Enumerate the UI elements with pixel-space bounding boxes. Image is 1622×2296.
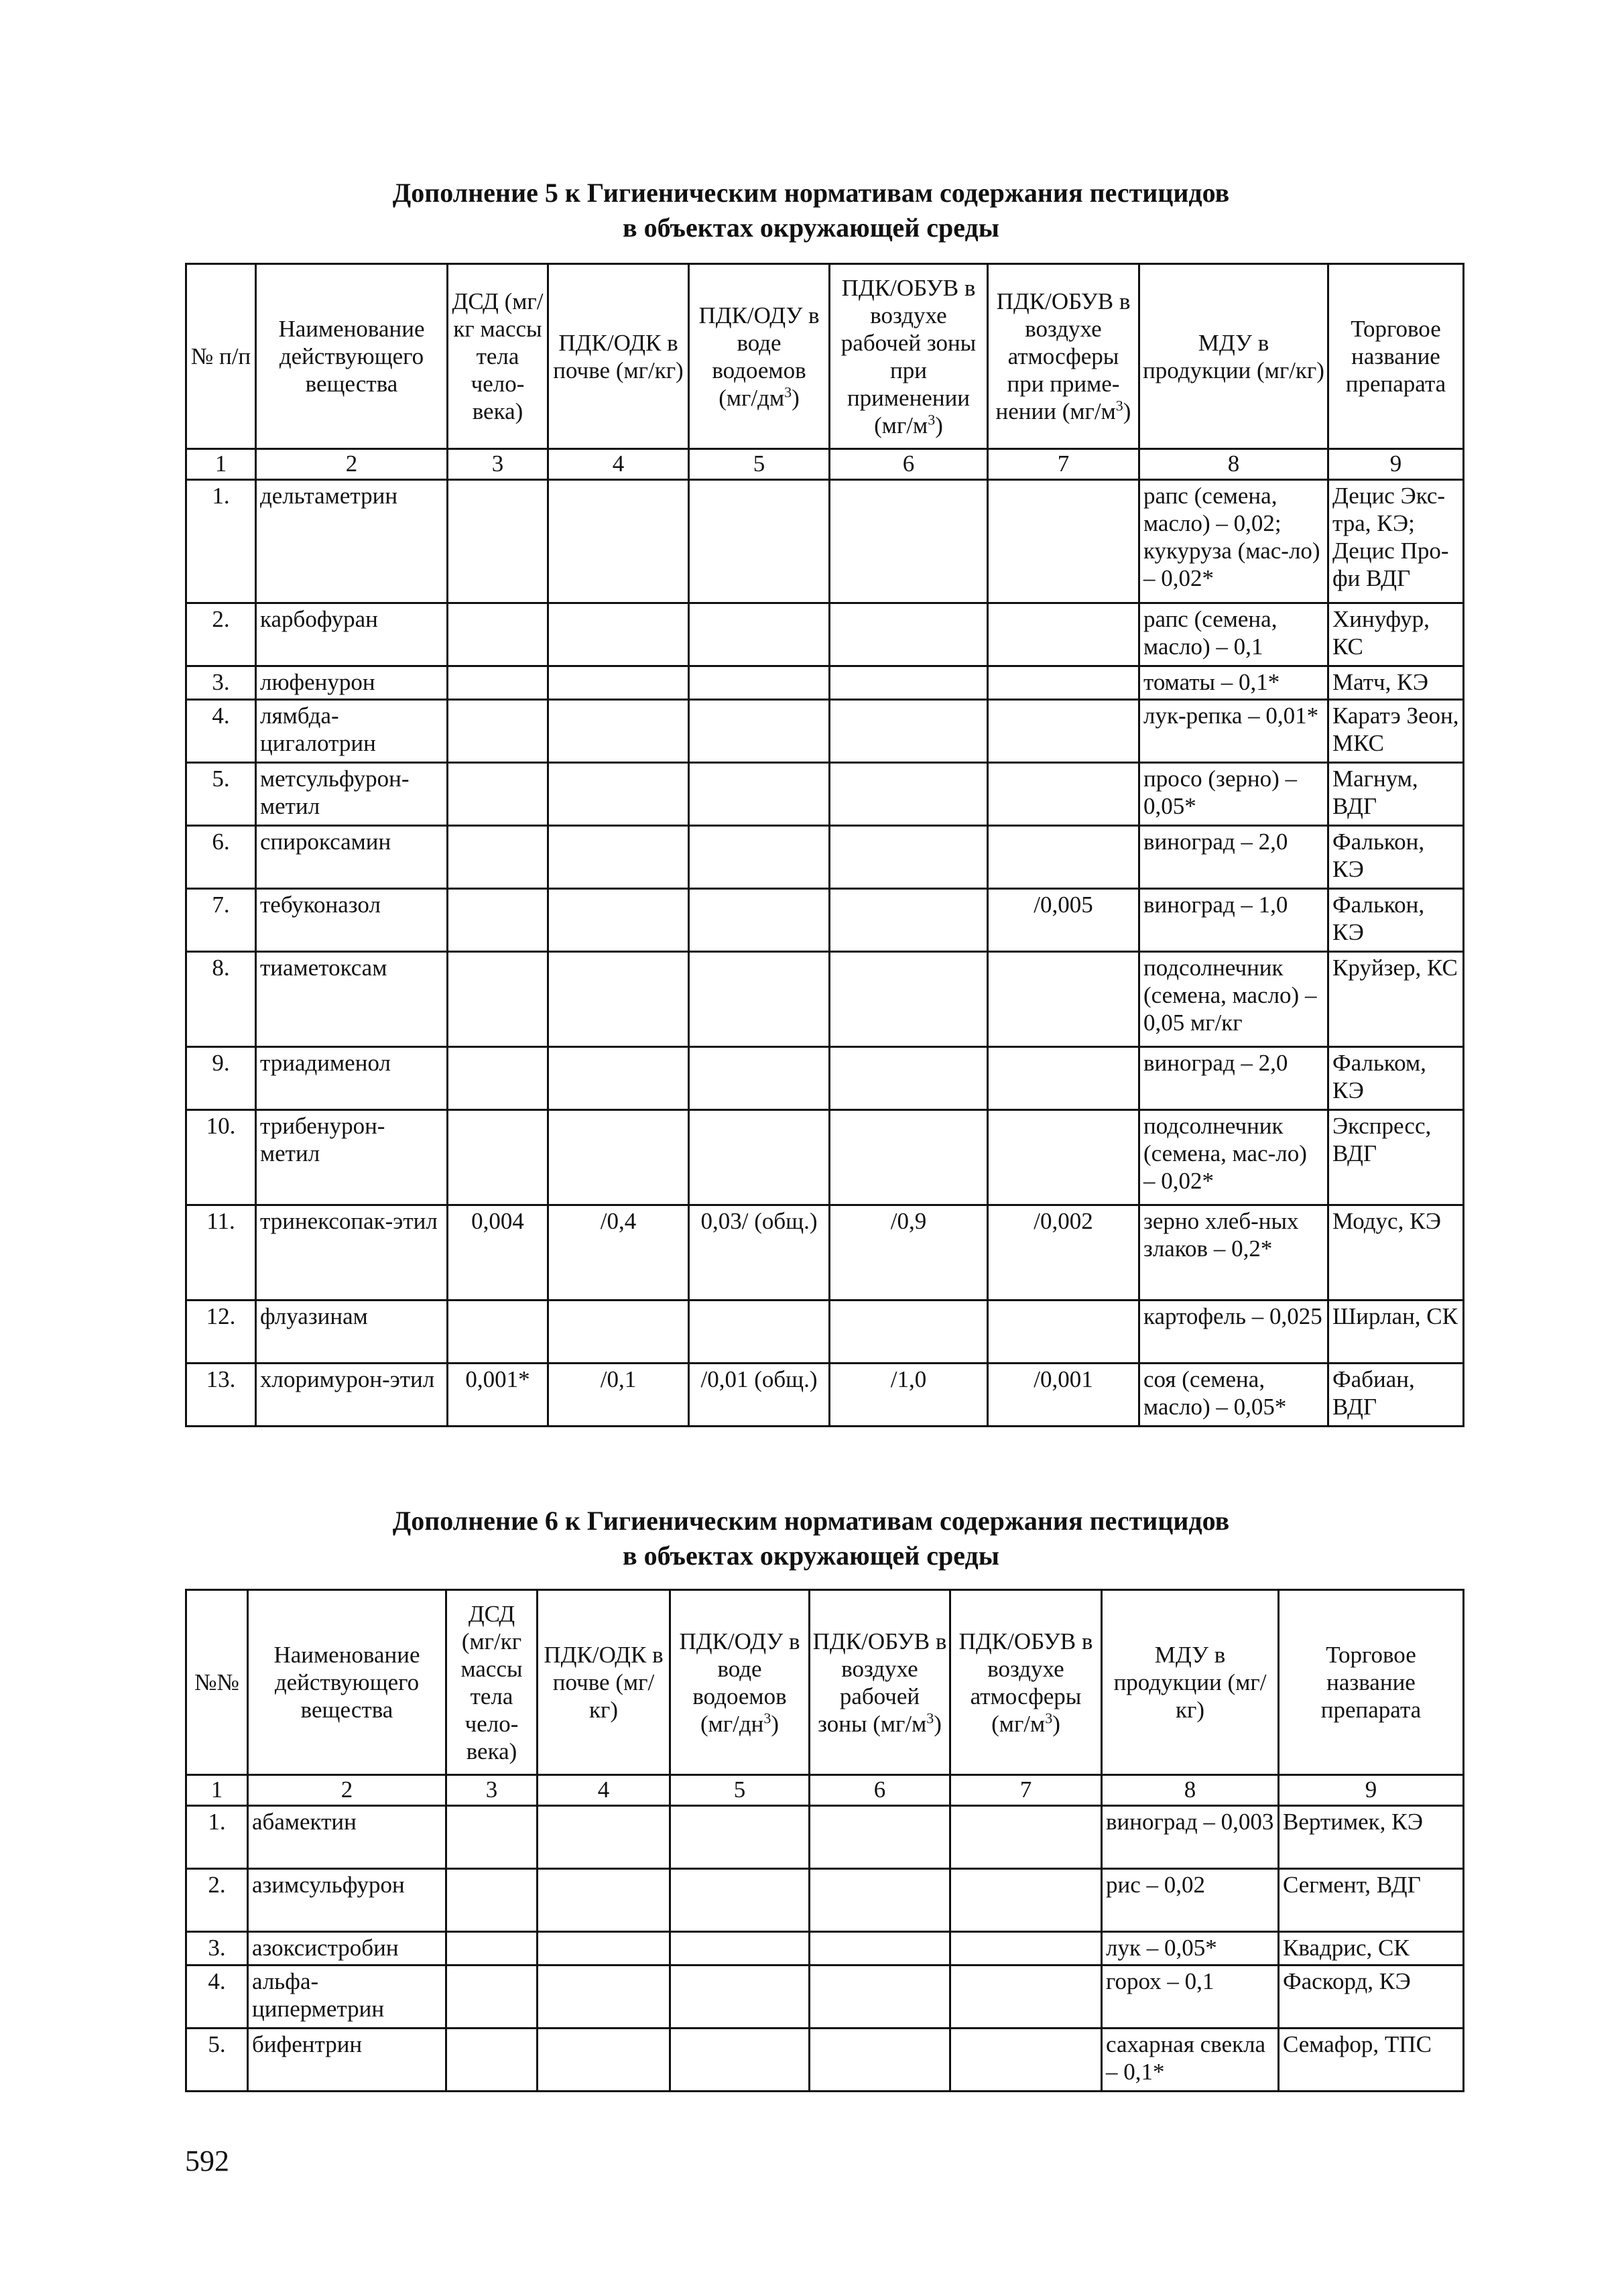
substance-name: азоксистробин xyxy=(248,1932,446,1966)
trade-name: Хинуфур, КС xyxy=(1328,603,1464,666)
soil-value: /0,1 xyxy=(548,1364,689,1427)
dsd-value xyxy=(448,763,548,826)
table-row xyxy=(186,889,1464,952)
dsd-value: 0,004 xyxy=(448,1205,548,1301)
row-number: 2. xyxy=(186,1869,248,1932)
soil-value xyxy=(548,826,689,889)
trade-name: Фабиан, ВДГ xyxy=(1328,1364,1464,1427)
substance-name: азимсульфурон xyxy=(248,1869,446,1932)
column-number: 9 xyxy=(1328,449,1464,480)
trade-name: Матч, КЭ xyxy=(1328,666,1464,700)
addendum-5-title-line1: Дополнение 5 к Гигиеническим нормативам содержания пестицидов xyxy=(392,178,1230,208)
soil-value xyxy=(538,1966,670,2029)
mdu-value: виноград – 2,0 xyxy=(1139,1047,1328,1110)
water-value xyxy=(670,1932,810,1966)
soil-value xyxy=(548,952,689,1047)
water-value xyxy=(689,1110,830,1205)
water-value xyxy=(689,889,830,952)
trade-name: Фалькон, КЭ xyxy=(1328,826,1464,889)
header-mdu: МДУ в продукции (мг/кг) xyxy=(1102,1590,1279,1775)
atm-air-value xyxy=(950,1966,1102,2029)
column-number: 5 xyxy=(670,1775,810,1806)
header-soil: ПДК/ОДК в почве (мг/кг) xyxy=(538,1590,670,1775)
trade-name: Квадрис, СК xyxy=(1279,1932,1464,1966)
trade-name: Семафор, ТПС xyxy=(1279,2029,1464,2092)
table-row xyxy=(186,700,1464,763)
substance-name: дельтаметрин xyxy=(256,480,448,603)
table1-body xyxy=(186,480,1464,1427)
work-air-value xyxy=(830,1047,988,1110)
mdu-value: рис – 0,02 xyxy=(1102,1869,1279,1932)
substance-name: хлоримурон-этил xyxy=(256,1364,448,1427)
table2-header-row xyxy=(186,1590,1464,1775)
soil-value: /0,4 xyxy=(548,1205,689,1301)
water-value xyxy=(689,700,830,763)
mdu-value: томаты – 0,1* xyxy=(1139,666,1328,700)
soil-value xyxy=(538,1806,670,1869)
trade-name: Сегмент, ВДГ xyxy=(1279,1869,1464,1932)
atm-air-value xyxy=(988,700,1139,763)
soil-value xyxy=(548,480,689,603)
header-mdu: МДУ в продукции (мг/кг) xyxy=(1139,264,1328,449)
table-row xyxy=(186,2029,1464,2092)
header-number: №№ xyxy=(186,1590,248,1775)
column-number: 7 xyxy=(950,1775,1102,1806)
dsd-value xyxy=(448,826,548,889)
soil-value xyxy=(548,603,689,666)
work-air-value: /1,0 xyxy=(830,1364,988,1427)
column-number: 1 xyxy=(186,1775,248,1806)
water-value xyxy=(689,480,830,603)
mdu-value: виноград – 1,0 xyxy=(1139,889,1328,952)
work-air-value xyxy=(810,1966,950,2029)
addendum-6-table xyxy=(185,1589,1464,2092)
water-value xyxy=(689,826,830,889)
header-work-air: ПДК/ОБУВ в воздухе рабочей зоны при применении $(мг/м^3)$ xyxy=(830,264,988,449)
atm-air-value: /0,001 xyxy=(988,1364,1139,1427)
soil-value xyxy=(548,666,689,700)
addendum-6-title-line2: в объектах окружающей среды xyxy=(623,1540,999,1571)
work-air-value xyxy=(810,2029,950,2092)
row-number: 9. xyxy=(186,1047,256,1110)
soil-value xyxy=(538,1932,670,1966)
row-number: 5. xyxy=(186,763,256,826)
column-number: 3 xyxy=(448,449,548,480)
atm-air-value xyxy=(988,952,1139,1047)
addendum-5-table xyxy=(185,263,1464,1427)
header-dsd: ДСД (мг/кг массы тела чело-века) xyxy=(448,264,548,449)
substance-name: лямбда-цигалотрин xyxy=(256,700,448,763)
trade-name: Модус, КЭ xyxy=(1328,1205,1464,1301)
column-number: 2 xyxy=(256,449,448,480)
trade-name: Каратэ Зеон, МКС xyxy=(1328,700,1464,763)
soil-value xyxy=(548,700,689,763)
column-number: 7 xyxy=(988,449,1139,480)
atm-air-value xyxy=(950,2029,1102,2092)
atm-air-value xyxy=(950,1806,1102,1869)
substance-name: абамектин xyxy=(248,1806,446,1869)
water-value xyxy=(689,603,830,666)
table2-body xyxy=(186,1806,1464,2092)
header-substance-name: Наименование действующего вещества xyxy=(256,264,448,449)
header-trade-name: Торговое название препарата xyxy=(1279,1590,1464,1775)
trade-name: Фаскорд, КЭ xyxy=(1279,1966,1464,2029)
table-row xyxy=(186,1966,1464,2029)
atm-air-value: /0,005 xyxy=(988,889,1139,952)
trade-name: Фальком, КЭ xyxy=(1328,1047,1464,1110)
table-row xyxy=(186,1806,1464,1869)
atm-air-value xyxy=(988,480,1139,603)
addendum-6-title-line1: Дополнение 6 к Гигиеническим нормативам содержания пестицидов xyxy=(392,1506,1230,1536)
table-row xyxy=(186,603,1464,666)
trade-name: Магнум, ВДГ xyxy=(1328,763,1464,826)
header-water: ПДК/ОДУ в воде водоемов $(мг/дн^3)$ xyxy=(670,1590,810,1775)
row-number: 1. xyxy=(186,1806,248,1869)
mdu-value: горох – 0,1 xyxy=(1102,1966,1279,2029)
dsd-value xyxy=(446,1806,538,1869)
mdu-value: подсолнечник (семена, мас-ло) – 0,02* xyxy=(1139,1110,1328,1205)
work-air-value xyxy=(810,1869,950,1932)
water-value: /0,01 (общ.) xyxy=(689,1364,830,1427)
atm-air-value xyxy=(988,763,1139,826)
soil-value xyxy=(548,763,689,826)
row-number: 4. xyxy=(186,1966,248,2029)
dsd-value xyxy=(446,1966,538,2029)
header-atm-air: ПДК/ОБУВ в воздухе атмосферы при приме-нении $(мг/м^3)$ xyxy=(988,264,1139,449)
work-air-value xyxy=(830,1110,988,1205)
substance-name: метсульфурон-метил xyxy=(256,763,448,826)
work-air-value xyxy=(830,952,988,1047)
column-number: 4 xyxy=(548,449,689,480)
row-number: 3. xyxy=(186,1932,248,1966)
dsd-value xyxy=(448,1047,548,1110)
dsd-value xyxy=(448,1301,548,1364)
header-substance-name: Наименование действующего вещества xyxy=(248,1590,446,1775)
row-number: 2. xyxy=(186,603,256,666)
dsd-value xyxy=(448,889,548,952)
work-air-value xyxy=(830,480,988,603)
atm-air-value xyxy=(988,1110,1139,1205)
table1-header-row xyxy=(186,264,1464,449)
substance-name: триадименол xyxy=(256,1047,448,1110)
work-air-value xyxy=(810,1932,950,1966)
mdu-value: рапс (семена, масло) – 0,02; кукуруза (мас-ло) – 0,02* xyxy=(1139,480,1328,603)
column-number: 6 xyxy=(810,1775,950,1806)
dsd-value xyxy=(448,1110,548,1205)
mdu-value: сахарная свекла – 0,1* xyxy=(1102,2029,1279,2092)
table-row xyxy=(186,952,1464,1047)
header-number: № п/п xyxy=(186,264,256,449)
row-number: 3. xyxy=(186,666,256,700)
mdu-value: просо (зерно) – 0,05* xyxy=(1139,763,1328,826)
soil-value xyxy=(548,1301,689,1364)
mdu-value: виноград – 0,003 xyxy=(1102,1806,1279,1869)
water-value xyxy=(689,666,830,700)
mdu-value: картофель – 0,025 xyxy=(1139,1301,1328,1364)
header-dsd: ДСД (мг/кг массы тела чело-века) xyxy=(446,1590,538,1775)
water-value xyxy=(689,763,830,826)
dsd-value xyxy=(448,952,548,1047)
substance-name: люфенурон xyxy=(256,666,448,700)
mdu-value: соя (семена, масло) – 0,05* xyxy=(1139,1364,1328,1427)
substance-name: трибенурон-метил xyxy=(256,1110,448,1205)
soil-value xyxy=(538,2029,670,2092)
soil-value xyxy=(548,1047,689,1110)
column-number: 8 xyxy=(1102,1775,1279,1806)
trade-name: Вертимек, КЭ xyxy=(1279,1806,1464,1869)
work-air-value xyxy=(830,889,988,952)
soil-value xyxy=(548,889,689,952)
column-number: 8 xyxy=(1139,449,1328,480)
substance-name: альфа-циперметрин xyxy=(248,1966,446,2029)
mdu-value: лук – 0,05* xyxy=(1102,1932,1279,1966)
water-value xyxy=(689,1047,830,1110)
row-number: 10. xyxy=(186,1110,256,1205)
row-number: 6. xyxy=(186,826,256,889)
atm-air-value xyxy=(950,1932,1102,1966)
column-number: 2 xyxy=(248,1775,446,1806)
water-value xyxy=(670,1869,810,1932)
header-atm-air: ПДК/ОБУВ в воздухе атмосферы $(мг/м^3)$ xyxy=(950,1590,1102,1775)
substance-name: бифентрин xyxy=(248,2029,446,2092)
row-number: 8. xyxy=(186,952,256,1047)
substance-name: тебуконазол xyxy=(256,889,448,952)
dsd-value xyxy=(448,666,548,700)
column-number: 3 xyxy=(446,1775,538,1806)
work-air-value xyxy=(830,826,988,889)
header-trade-name: Торговое название препарата xyxy=(1328,264,1464,449)
atm-air-value xyxy=(950,1869,1102,1932)
row-number: 7. xyxy=(186,889,256,952)
dsd-value xyxy=(448,480,548,603)
work-air-value xyxy=(810,1806,950,1869)
dsd-value xyxy=(446,1932,538,1966)
water-value xyxy=(670,1966,810,2029)
mdu-value: подсолнечник (семена, масло) – 0,05 мг/кг xyxy=(1139,952,1328,1047)
table-row xyxy=(186,1047,1464,1110)
trade-name: Ширлан, СК xyxy=(1328,1301,1464,1364)
table-row xyxy=(186,1110,1464,1205)
table2-column-numbers xyxy=(186,1775,1464,1806)
column-number: 1 xyxy=(186,449,256,480)
row-number: 4. xyxy=(186,700,256,763)
trade-name: Фалькон, КЭ xyxy=(1328,889,1464,952)
atm-air-value xyxy=(988,826,1139,889)
substance-name: карбофуран xyxy=(256,603,448,666)
column-number: 4 xyxy=(538,1775,670,1806)
row-number: 5. xyxy=(186,2029,248,2092)
soil-value xyxy=(548,1110,689,1205)
water-value xyxy=(689,1301,830,1364)
row-number: 11. xyxy=(186,1205,256,1301)
trade-name: Экспресс, ВДГ xyxy=(1328,1110,1464,1205)
mdu-value: лук-репка – 0,01* xyxy=(1139,700,1328,763)
work-air-value xyxy=(830,700,988,763)
water-value: 0,03/ (общ.) xyxy=(689,1205,830,1301)
work-air-value xyxy=(830,666,988,700)
addendum-5-title-line2: в объектах окружающей среды xyxy=(623,213,999,243)
header-water: ПДК/ОДУ в воде водоемов $(мг/дм^3)$ xyxy=(689,264,830,449)
header-work-air: ПДК/ОБУВ в воздухе рабочей зоны $(мг/м^3)$ xyxy=(810,1590,950,1775)
work-air-value: /0,9 xyxy=(830,1205,988,1301)
mdu-value: зерно хлеб-ных злаков – 0,2* xyxy=(1139,1205,1328,1301)
atm-air-value xyxy=(988,1301,1139,1364)
atm-air-value xyxy=(988,666,1139,700)
water-value xyxy=(670,1806,810,1869)
column-number: 9 xyxy=(1279,1775,1464,1806)
trade-name: Децис Экс-тра, КЭ; Децис Про-фи ВДГ xyxy=(1328,480,1464,603)
row-number: 1. xyxy=(186,480,256,603)
work-air-value xyxy=(830,763,988,826)
table-row xyxy=(186,666,1464,700)
page-number: 592 xyxy=(185,2144,229,2177)
table-row xyxy=(186,1205,1464,1301)
dsd-value xyxy=(446,2029,538,2092)
table-row xyxy=(186,1932,1464,1966)
dsd-value xyxy=(446,1869,538,1932)
addendum-6-title xyxy=(0,1504,1622,1573)
work-air-value xyxy=(830,603,988,666)
atm-air-value xyxy=(988,603,1139,666)
row-number: 13. xyxy=(186,1364,256,1427)
dsd-value xyxy=(448,603,548,666)
table-row xyxy=(186,480,1464,603)
soil-value xyxy=(538,1869,670,1932)
trade-name: Круйзер, КС xyxy=(1328,952,1464,1047)
atm-air-value xyxy=(988,1047,1139,1110)
table-row xyxy=(186,826,1464,889)
substance-name: тринексопак-этил xyxy=(256,1205,448,1301)
mdu-value: виноград – 2,0 xyxy=(1139,826,1328,889)
dsd-value xyxy=(448,700,548,763)
water-value xyxy=(689,952,830,1047)
column-number: 6 xyxy=(830,449,988,480)
table-row xyxy=(186,763,1464,826)
table-row xyxy=(186,1364,1464,1427)
work-air-value xyxy=(830,1301,988,1364)
water-value xyxy=(670,2029,810,2092)
table-row xyxy=(186,1869,1464,1932)
dsd-value: 0,001* xyxy=(448,1364,548,1427)
atm-air-value: /0,002 xyxy=(988,1205,1139,1301)
substance-name: тиаметоксам xyxy=(256,952,448,1047)
mdu-value: рапс (семена, масло) – 0,1 xyxy=(1139,603,1328,666)
row-number: 12. xyxy=(186,1301,256,1364)
addendum-5-title xyxy=(0,176,1622,245)
substance-name: спироксамин xyxy=(256,826,448,889)
substance-name: флуазинам xyxy=(256,1301,448,1364)
table-row xyxy=(186,1301,1464,1364)
column-number: 5 xyxy=(689,449,830,480)
table1-column-numbers xyxy=(186,449,1464,480)
header-soil: ПДК/ОДК в почве (мг/кг) xyxy=(548,264,689,449)
